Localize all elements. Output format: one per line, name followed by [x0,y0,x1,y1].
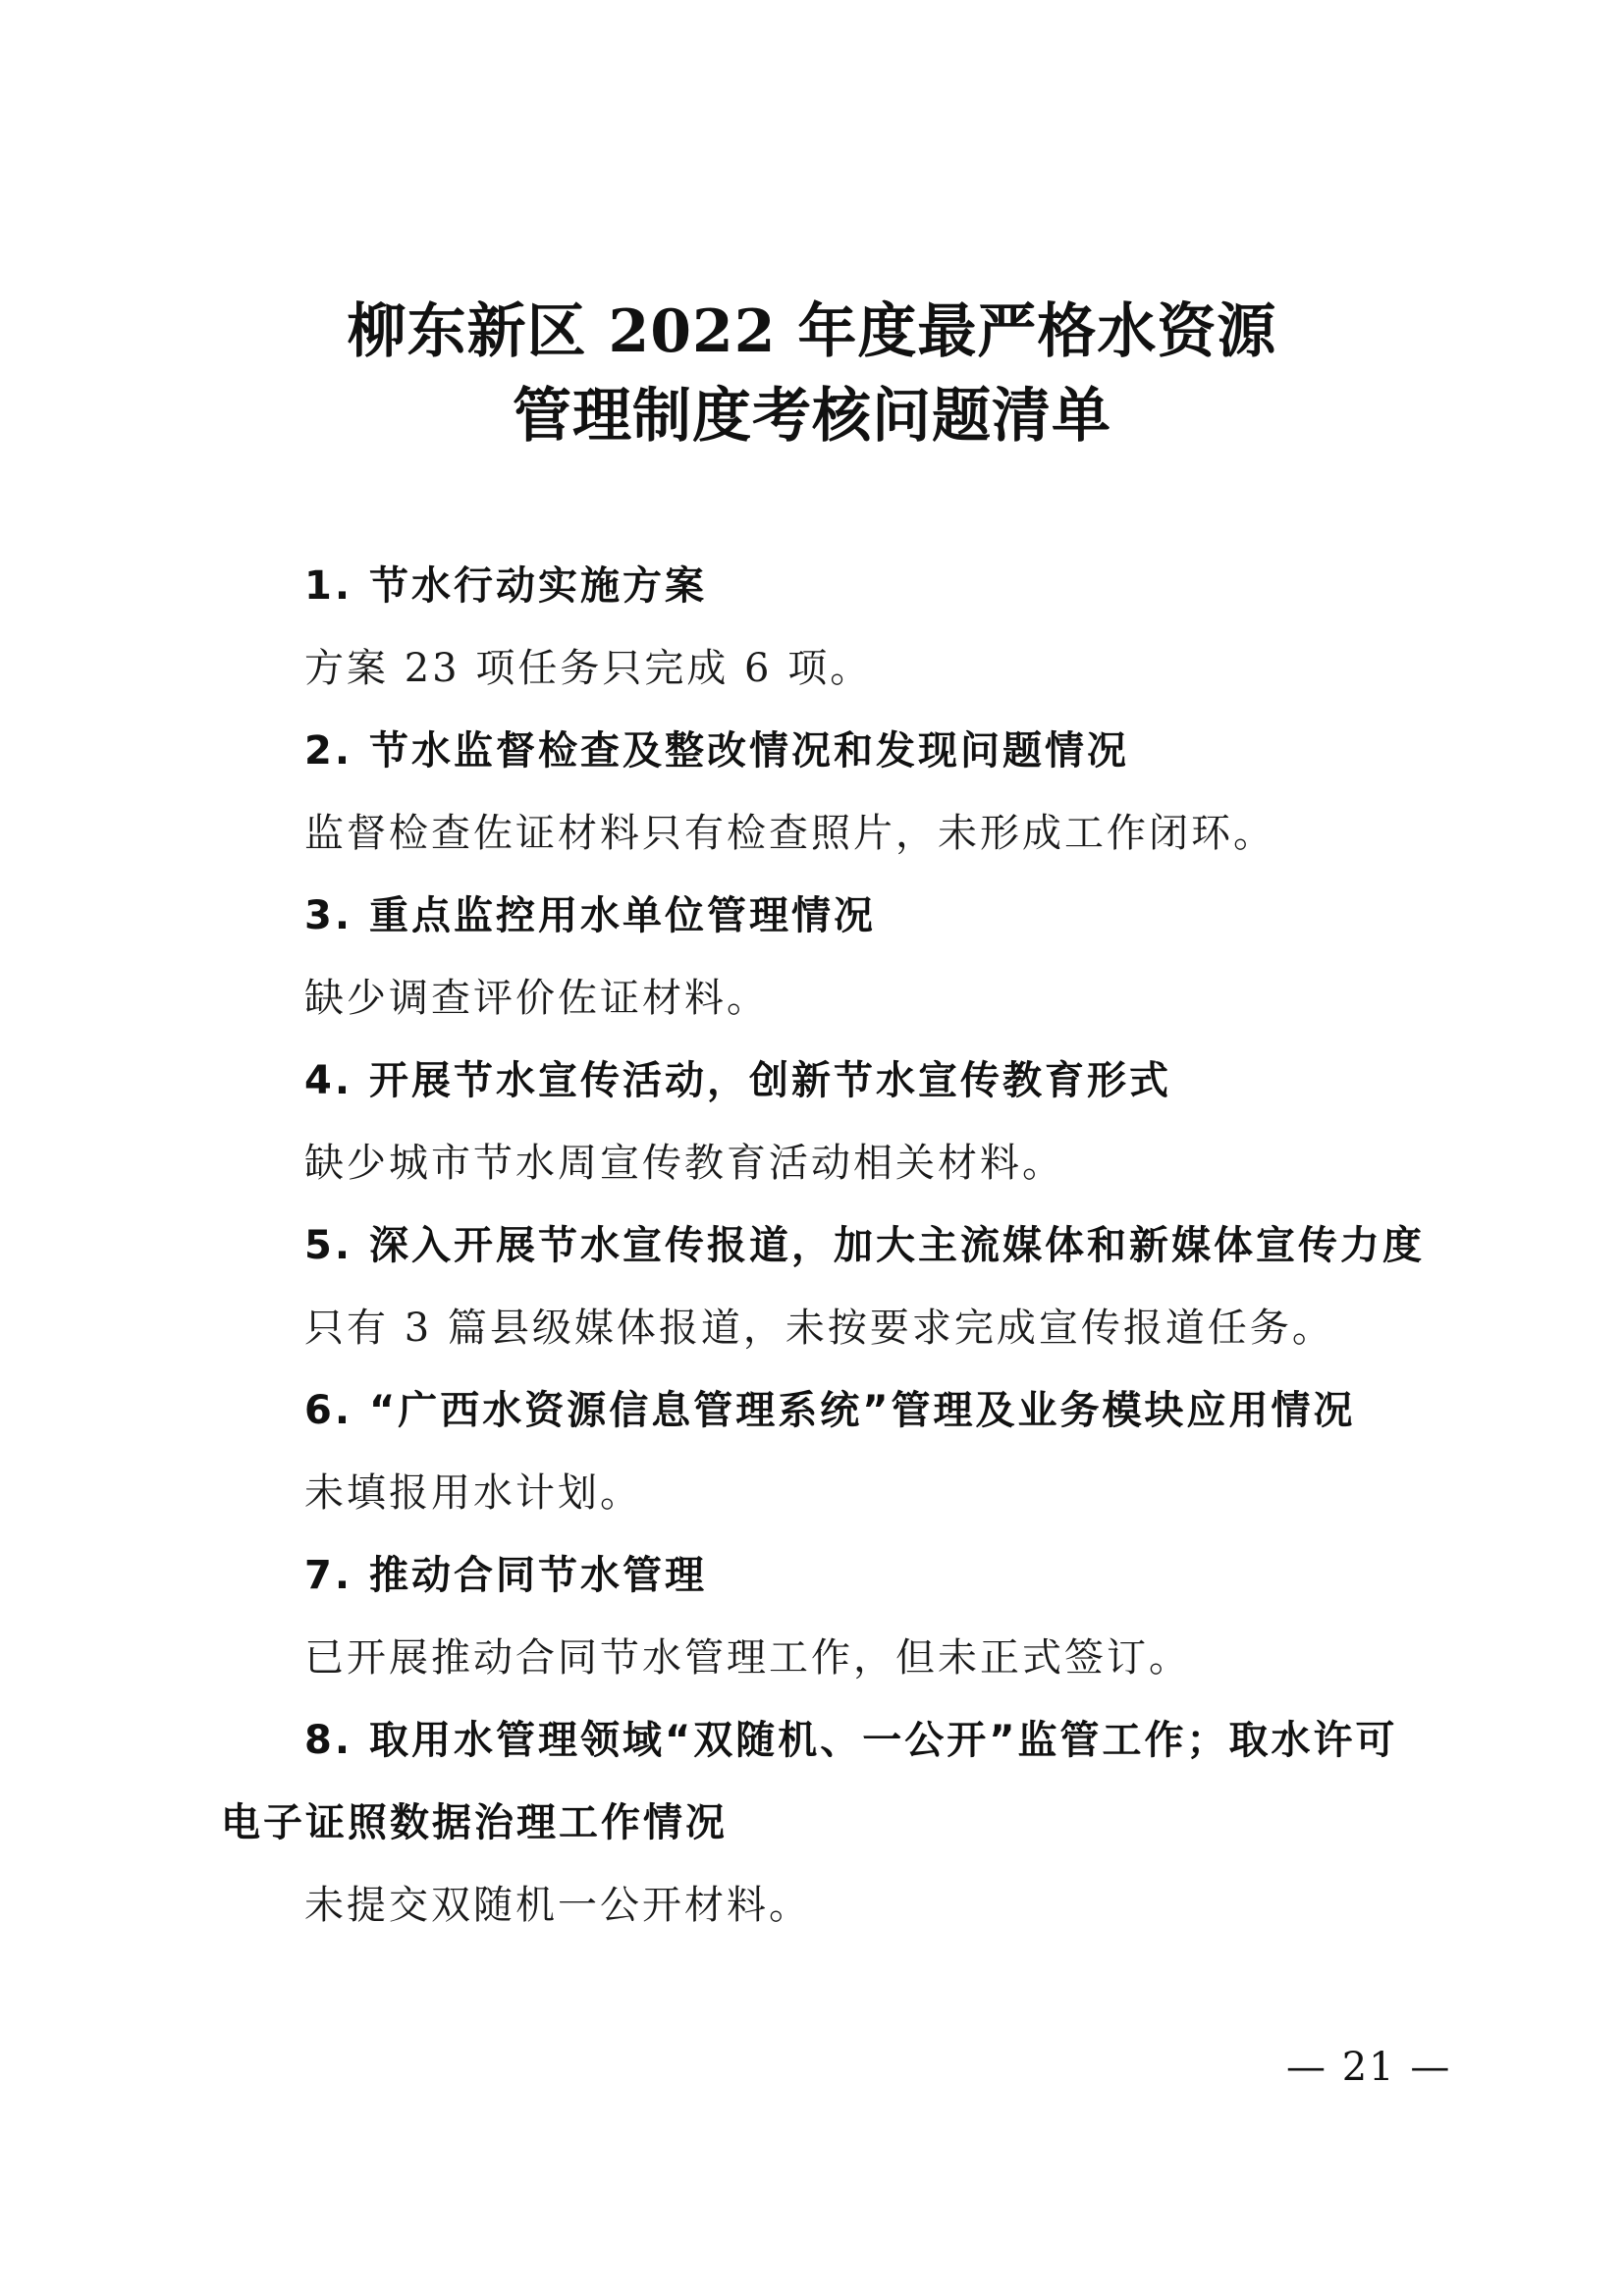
page-number: — 21 — [1286,2045,1452,2090]
issue-3-heading: 3. 重点监控用水单位管理情况 [304,893,876,938]
issue-1-heading: 1. 节水行动实施方案 [304,563,707,609]
issue-6-text: 未填报用水计划。 [304,1470,642,1516]
issue-2-heading: 2. 节水监督检查及整改情况和发现问题情况 [304,728,1129,774]
issue-4-text: 缺少城市节水周宣传教育活动相关材料。 [304,1141,1064,1186]
issue-8-heading-line-2: 电子证照数据治理工作情况 [221,1800,728,1845]
issue-list [221,545,1434,1947]
issue-4-heading: 4. 开展节水宣传活动，创新节水宣传教育形式 [304,1058,1171,1103]
document-title-line-1: 柳东新区 2022 年度最严格水资源 [347,297,1277,366]
issue-8-heading-line-1: 8. 取用水管理领域“双随机、一公开”监管工作；取水许可 [304,1718,1398,1763]
issue-7-heading: 7. 推动合同节水管理 [304,1553,707,1598]
issue-8-text: 未提交双随机一公开材料。 [304,1883,811,1928]
issue-5-heading: 5. 深入开展节水宣传报道，加大主流媒体和新媒体宣传力度 [304,1223,1425,1268]
issue-1-text: 方案 23 项任务只完成 6 项。 [304,646,873,691]
issue-5-text: 只有 3 篇县级媒体报道，未按要求完成宣传报道任务。 [304,1306,1334,1351]
issue-7-text: 已开展推动合同节水管理工作，但未正式签订。 [304,1635,1191,1681]
issue-6-heading: 6. “广西水资源信息管理系统”管理及业务模块应用情况 [304,1388,1356,1433]
issue-3-text: 缺少调查评价佐证材料。 [304,976,769,1021]
document-title-line-2: 管理制度考核问题清单 [513,382,1111,451]
issue-2-text: 监督检查佐证材料只有检查照片，未形成工作闭环。 [304,811,1275,856]
